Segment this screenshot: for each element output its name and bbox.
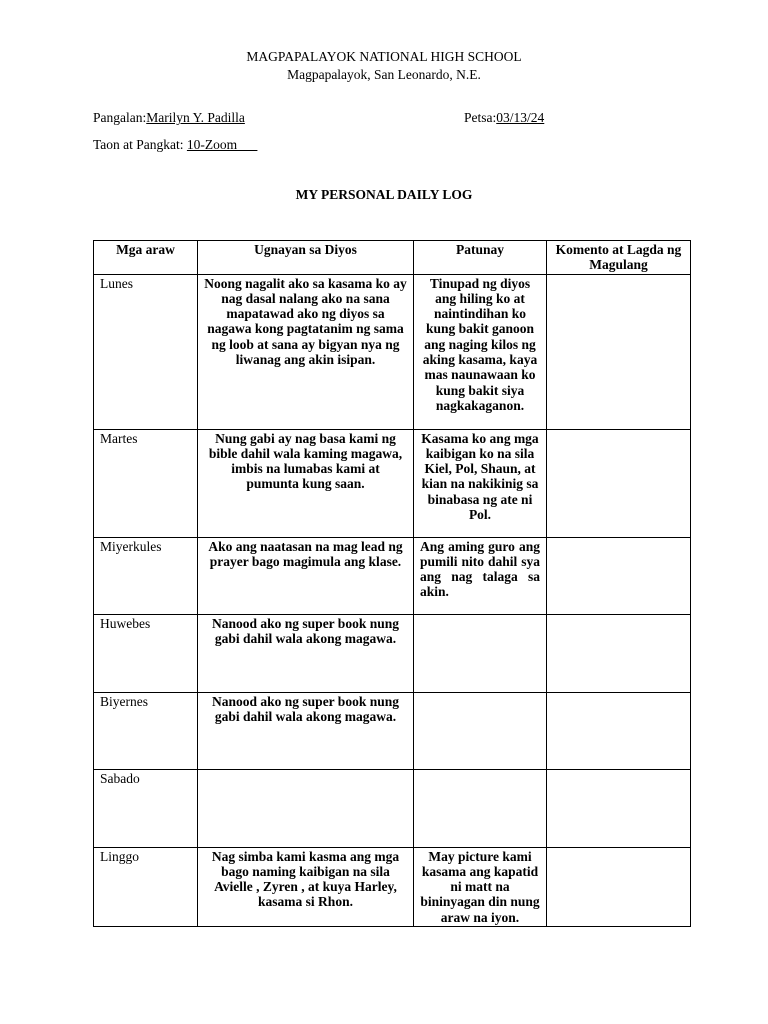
komento-cell	[547, 692, 691, 769]
school-address: Magpapalayok, San Leonardo, N.E.	[287, 67, 481, 82]
date-label: Petsa:	[464, 110, 497, 125]
table-row	[94, 769, 691, 847]
section-value: 10-Zoom	[186, 137, 258, 152]
date-line	[464, 109, 544, 126]
table-row	[94, 847, 691, 926]
table-row	[94, 692, 691, 769]
ugnayan-cell: Nanood ako ng super book nung gabi dahil wala akong magawa.	[198, 614, 414, 692]
patunay-cell: May picture kami kasama ang kapatid ni matt na bininyagan din nung araw na iyon.	[414, 847, 547, 926]
name-line	[93, 109, 245, 126]
name-label: Pangalan:	[93, 110, 147, 125]
day-cell: Biyernes	[94, 692, 198, 769]
table-row	[94, 274, 691, 429]
page-title: MY PERSONAL DAILY LOG	[295, 187, 473, 202]
komento-cell	[547, 847, 691, 926]
patunay-cell	[414, 769, 547, 847]
day-cell: Lunes	[94, 274, 198, 429]
ugnayan-cell: Ako ang naatasan na mag lead ng prayer bago magimula ang klase.	[198, 537, 414, 614]
komento-cell	[547, 274, 691, 429]
komento-cell	[547, 429, 691, 537]
header-komento: Komento at Lagda ng Magulang	[547, 241, 691, 275]
section-label: Taon at Pangkat:	[93, 137, 187, 152]
day-cell: Martes	[94, 429, 198, 537]
header-mga-araw: Mga araw	[94, 241, 198, 275]
ugnayan-cell: Nanood ako ng super book nung gabi dahil wala akong magawa.	[198, 692, 414, 769]
patunay-cell: Ang aming guro ang pumili nito dahil sya ang nag talaga sa akin.	[414, 537, 547, 614]
table-row	[94, 614, 691, 692]
ugnayan-cell: Nung gabi ay nag basa kami ng bible dahil wala kaming magawa, imbis na lumabas kami at pumunta kung saan.	[198, 429, 414, 537]
section-line	[93, 136, 257, 153]
table-header-row	[94, 241, 691, 275]
day-cell: Linggo	[94, 847, 198, 926]
daily-log-table	[93, 240, 691, 927]
date-value: 03/13/24	[496, 110, 545, 125]
header-ugnayan: Ugnayan sa Diyos	[198, 241, 414, 275]
patunay-cell: Kasama ko ang mga kaibigan ko na sila Kiel, Pol, Shaun, at kian na nakikinig sa binabasa ng ate ni Pol.	[414, 429, 547, 537]
patunay-cell	[414, 614, 547, 692]
komento-cell	[547, 537, 691, 614]
patunay-cell	[414, 692, 547, 769]
school-name: MAGPAPALAYOK NATIONAL HIGH SCHOOL	[246, 49, 522, 64]
ugnayan-cell: Nag simba kami kasma ang mga bago naming kaibigan na sila Avielle , Zyren , at kuya Harley, kasama si Rhon.	[198, 847, 414, 926]
day-cell: Miyerkules	[94, 537, 198, 614]
day-cell: Huwebes	[94, 614, 198, 692]
komento-cell	[547, 614, 691, 692]
day-cell: Sabado	[94, 769, 198, 847]
ugnayan-cell	[198, 769, 414, 847]
table-row	[94, 537, 691, 614]
header-patunay: Patunay	[414, 241, 547, 275]
table-row	[94, 429, 691, 537]
komento-cell	[547, 769, 691, 847]
ugnayan-cell: Noong nagalit ako sa kasama ko ay nag dasal nalang ako na sana mapatawad ako ng diyos sa nagawa kong pagtatanim ng sama ng loob at sana ay bigyan nya ng liwanag ang akin isipan.	[198, 274, 414, 429]
name-value: Marilyn Y. Padilla	[146, 110, 245, 125]
patunay-cell: Tinupad ng diyos ang hiling ko at naintindihan ko kung bakit ganoon ang naging kilos ng aking kasama, kaya mas naunawaan ko kung bakit siya nagkakaganon.	[414, 274, 547, 429]
